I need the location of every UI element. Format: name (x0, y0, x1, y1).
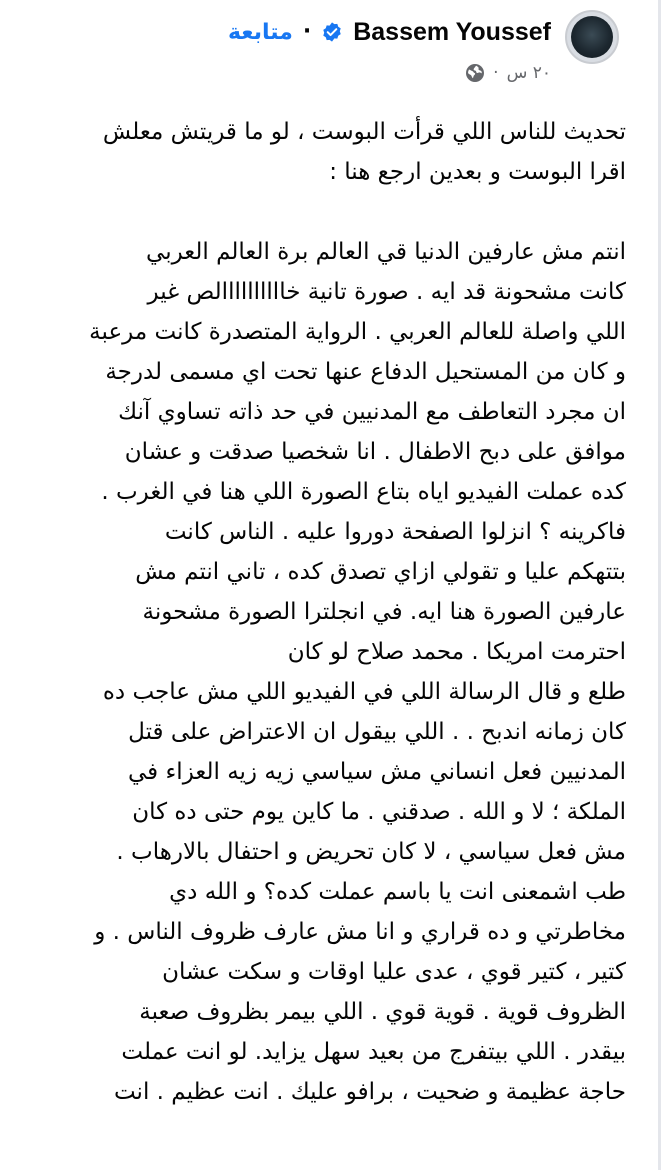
text-line: بيقدر . اللي بيتفرج من بعيد سهل يزايد. لو انت عملت (121, 1039, 626, 1065)
text-line: موافق على دبح الاطفال . انا شخصيا صدقت و عشان (124, 439, 626, 465)
text-line: الظروف قوية . قوية قوي . اللي بيمر بظروف صعبة (139, 999, 626, 1025)
text-line: الملكة ؛ لا و الله . صدقني . ما كاين يوم حتى ده كان (132, 799, 626, 825)
text-line: مخاطرتي و ده قراري و انا مش عارف ظروف الناس . و (94, 919, 626, 945)
post-paragraph (26, 232, 626, 1112)
text-line: انتم مش عارفين الدنيا قي العالم برة العالم العربي (146, 239, 626, 265)
follow-button[interactable]: متابعة (227, 19, 293, 45)
text-line: فاكرينه ؟ انزلوا الصفحة دوروا عليه . الناس كانت (164, 519, 626, 545)
text-line: احترمت امريكا . محمد صلاح لو كان (287, 639, 626, 665)
text-line: اقرا البوست و بعدين ارجع هنا : (329, 159, 626, 185)
text-line: كان زمانه اندبح . . اللي بيقول ان الاعتراض على قتل (128, 719, 626, 745)
text-line: طب اشمعنى انت يا باسم عملت كده؟ و الله دي (169, 879, 626, 905)
verified-badge-icon (321, 21, 343, 43)
meta-separator: · (493, 63, 499, 83)
post-timestamp[interactable]: ٢٠ س (506, 63, 551, 83)
text-line: طلع و قال الرسالة اللي في الفيديو اللي مش عاجب ده (102, 679, 626, 705)
post-body (26, 112, 626, 1112)
text-line: و كان من المستحيل الدفاع عنها تحت اي مسمى لدرجة (105, 359, 626, 385)
profile-avatar[interactable] (565, 10, 619, 64)
avatar-photo (571, 16, 613, 58)
text-line: كتير ، كتير قوي ، عدى عليا اوقات و سكت عشان (162, 959, 626, 985)
text-line: عارفين الصورة هنا ايه. في انجلترا الصورة مشحونة (142, 599, 626, 625)
author-line (228, 12, 551, 52)
text-line: بتتهكم عليا و تقولي ازاي تصدق كده ، تاني انتم مش (135, 559, 626, 585)
text-line: حاجة عظيمة و ضحيت ، برافو عليك . انت عظيم . انت (113, 1079, 626, 1105)
post-paragraph (26, 112, 626, 192)
post-meta (465, 58, 551, 88)
text-line: كده عملت الفيديو اياه بتاع الصورة اللي هنا في الغرب . (101, 479, 626, 505)
text-line: اللي واصلة للعالم العربي . الرواية المتصدرة كانت مرعبة (89, 319, 626, 345)
text-line: ان مجرد التعاطف مع المدنيين في حد ذاته تساوي آنك (118, 399, 626, 425)
name-separator: · (302, 19, 312, 44)
text-line: كانت مشحونة قد ايه . صورة تانية خاااااااااالص غير (147, 279, 626, 305)
globe-icon[interactable] (465, 63, 485, 83)
text-line: مش فعل سياسي ، لا كان تحريض و احتفال بالارهاب . (116, 839, 626, 865)
text-line: المدنيين فعل انساني مش سياسي زيه زيه العزاء في (128, 759, 626, 785)
text-line: تحديث للناس اللي قرأت البوست ، لو ما قريتش معلش (102, 119, 626, 145)
post-header (0, 0, 661, 100)
author-name[interactable]: Bassem Youssef (353, 17, 551, 46)
